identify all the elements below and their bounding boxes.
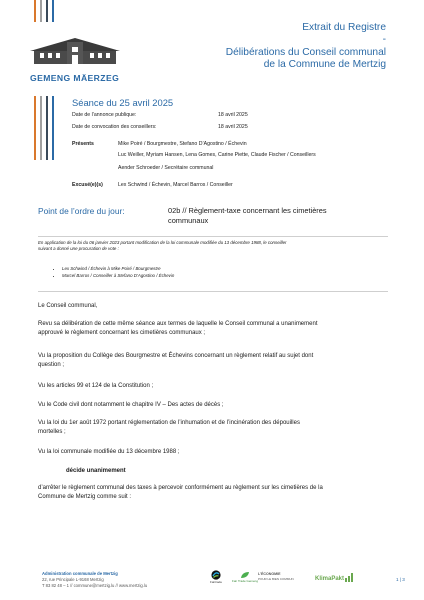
register-subtitle: Délibérations du Conseil communal (225, 46, 386, 58)
accent-stripe (52, 96, 54, 160)
accent-stripe (40, 0, 42, 22)
fairtrade-label: Fairtrade (210, 580, 223, 584)
klimapakt-label: KlimaPakt (315, 576, 345, 582)
fairtrade-icon (211, 570, 221, 580)
accent-stripe (46, 0, 48, 22)
fairtrade-gemeng-logo (232, 571, 258, 583)
procuration-intro (38, 240, 286, 252)
procuration-intro-line: suivant a donné une procuration de vote : (38, 246, 119, 252)
body-line: d’arrêter le règlement communal des taxes à percevoir conformément au règlement sur les cimetières de la (38, 485, 323, 491)
body-paragraph (38, 320, 318, 337)
agenda-item (168, 206, 327, 226)
body-line: mortelles ; (38, 428, 66, 435)
list-item: • Lex Schwind / Échevin à Mike Poiré / Bourgmestre (62, 266, 174, 273)
ecobiencommun-label: L’ÉCONOMIE (258, 572, 281, 576)
presents-line: Aender Schroeder / Secrétaire communal (118, 165, 214, 171)
header-dash: - (382, 34, 386, 46)
body-paragraph: Le Conseil communal, (38, 303, 98, 309)
body-paragraph (38, 419, 300, 436)
register-header (226, 22, 386, 72)
page-number: 1 | 3 (396, 577, 405, 582)
presents-line: Luc Weiller, Myriam Hansen, Lena Gomes, Carine Piette, Claude Fischer / Conseillers (118, 152, 316, 158)
announcement-date-label: Date de l’annonce publique: (72, 112, 137, 118)
body-line: question ; (38, 361, 65, 368)
presents-line: Mike Poiré / Bourgmestre, Stefano D’Agostino / Échevin (118, 141, 247, 147)
body-paragraph: Vu les articles 99 et 124 de la Constitution ; (38, 383, 154, 389)
convocation-date-label: Date de convocation des conseillers: (72, 124, 157, 130)
announcement-date-value: 18 avril 2025 (218, 112, 248, 118)
accent-stripe (34, 96, 36, 160)
ecobiencommun-label: POUR LE BIEN COMMUN (258, 576, 294, 581)
body-paragraph: Vu le Code civil dont notamment le chapitre IV – Des actes de décès ; (38, 402, 224, 408)
list-item: • Marcel Barros / Conseiller à Stefano D’Agostino / Échevin (62, 273, 174, 280)
klimapakt-logo (315, 573, 354, 582)
body-line: Vu la proposition du Collège des Bourgmestre et Échevins concernant un règlement relatif au sujet dont (38, 353, 314, 359)
commune-logo (30, 36, 120, 83)
accent-stripe (40, 96, 42, 160)
accent-stripe (34, 0, 36, 22)
divider (38, 236, 388, 237)
accent-stripe (46, 96, 48, 160)
body-paragraph: Vu la loi communale modifiée du 13 décembre 1988 ; (38, 449, 180, 455)
body-line: Commune de Mertzig comme suit : (38, 493, 132, 500)
town-hall-icon (30, 36, 120, 66)
commune-logo-text: GEMENG MÄERZEG (30, 73, 120, 83)
decision-heading: décide unanimement (66, 468, 126, 474)
procuration-intro-line: En application de la loi du 06 janvier 2023 portant modification de la loi communale modifiée du 13 décembre 1988, le conseiller (38, 240, 287, 245)
register-title: Extrait du Registre (302, 22, 386, 33)
body-line: approuvé le règlement concernant les cimetières communaux ; (38, 329, 206, 336)
presents-label: Présents (72, 141, 94, 147)
body-paragraph (38, 352, 313, 369)
body-paragraph (38, 484, 323, 501)
footer-org: Administration communale de Mertzig (42, 571, 118, 576)
footer-address (42, 571, 147, 588)
fairtrade-logo (210, 570, 222, 584)
agenda-item-line: communaux (168, 216, 209, 226)
body-line: Revu sa délibération de cette même séance aux termes de laquelle le Conseil communal a unanimement (38, 321, 318, 327)
leaf-icon (240, 571, 250, 579)
agenda-item-line: 02b // Règlement-taxe concernant les cimetières (168, 206, 327, 215)
excuses-label: Excusé(e)(s) (72, 182, 103, 188)
convocation-date-value: 18 avril 2025 (218, 124, 248, 130)
divider (38, 291, 388, 292)
bar-steps-icon (345, 573, 354, 582)
session-title: Séance du 25 avril 2025 (72, 97, 174, 108)
accent-stripe (52, 0, 54, 22)
register-subtitle: de la Commune de Mertzig (263, 59, 386, 71)
fairtrade-gemeng-label: Fair Trade Gemeng (232, 579, 259, 583)
body-line: Vu la loi du 1er août 1972 portant réglementation de l’inhumation et de l’incinération des dépouilles (38, 420, 300, 426)
procuration-list (48, 266, 174, 279)
excuses-value: Lex Schwind / Échevin, Marcel Barros / Conseiller (118, 182, 233, 188)
ecobiencommun-logo (258, 572, 294, 581)
footer-contact: T 83 82 48 – 1 // commune@mertzig.lu // www.mertzig.lu (42, 582, 148, 588)
footer-addr: 22, rue Principale L-9168 Mertzig (42, 576, 104, 582)
agenda-label: Point de l’ordre du jour: (38, 206, 125, 216)
